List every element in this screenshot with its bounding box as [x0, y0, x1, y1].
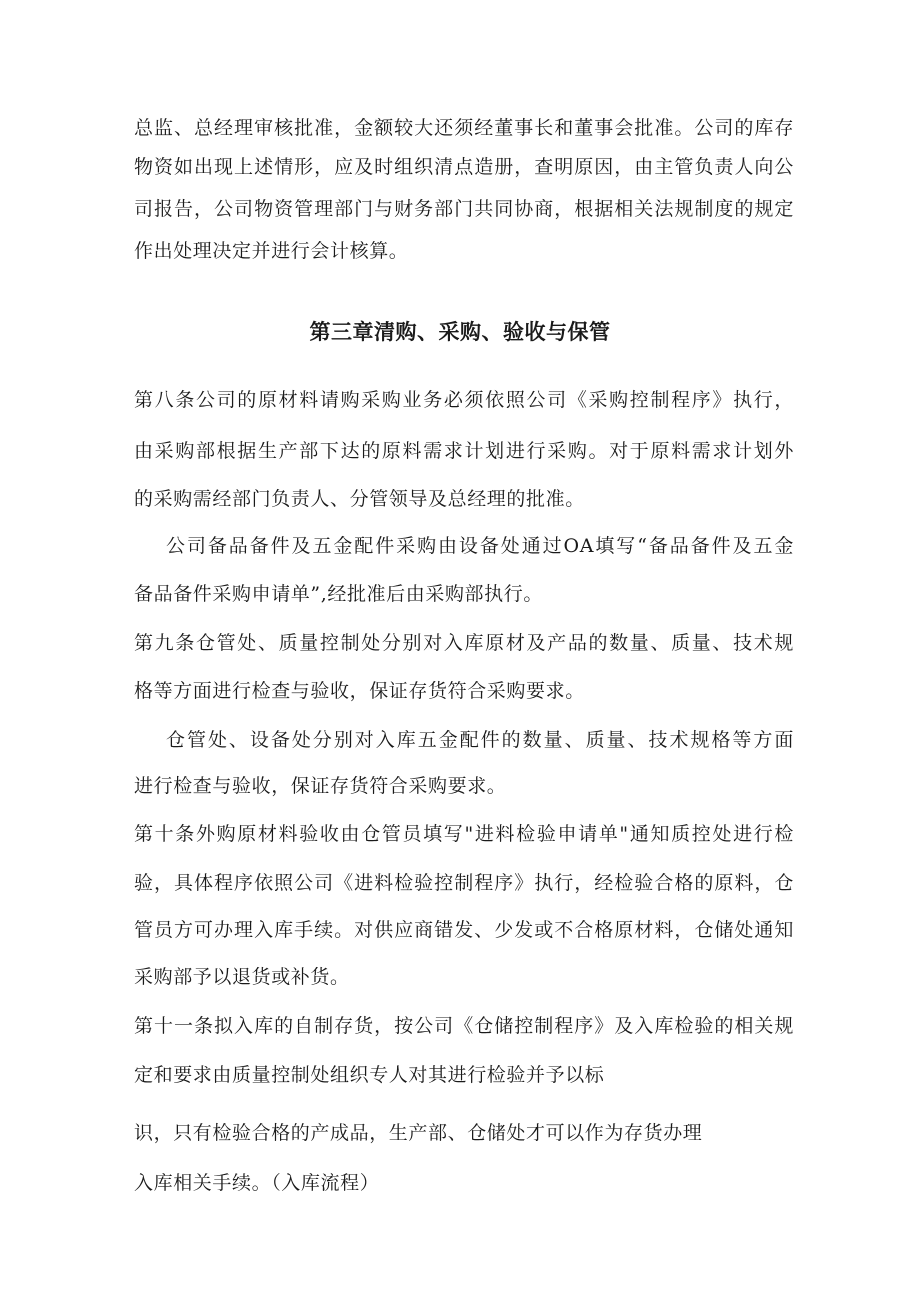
text-line: 格等方面进行检查与验收，保证存货符合采购要求。	[134, 680, 585, 702]
text-line: 第九条仓管处、质量控制处分别对入库原材及产品的数量、质量、技术规	[134, 632, 794, 654]
text-line: 第十一条拟入库的自制存货，按公司《仓储控制程序》及入库检验的相关规	[134, 1015, 794, 1037]
text-line: 物资如出现上述情形，应及时组织清点造册，查明原因，由主管负责人向公	[134, 156, 794, 178]
text-line: 第十条外购原材料验收由仓管员填写"进料检验申请单"通知质控处进行检	[134, 823, 794, 845]
text-line: 仓管处、设备处分别对入库五金配件的数量、质量、技术规格等方面	[166, 729, 794, 751]
text-line: 司报告，公司物资管理部门与财务部门共同协商，根据相关法规制度的规定	[134, 198, 794, 220]
text-line: 由采购部根据生产部下达的原料需求计划进行采购。对于原料需求计划外	[134, 440, 794, 462]
text-line: 总监、总经理审核批准，金额较大还须经董事长和董事会批准。公司的库存	[134, 117, 794, 139]
text-line: 的采购需经部门负责人、分管领导及总经理的批准。	[134, 488, 585, 510]
text-line: 识，只有检验合格的产成品，生产部、仓储处才可以作为存货办理	[134, 1122, 703, 1144]
chapter-title: 第三章清购、采购、验收与保管	[309, 320, 611, 344]
text-line: 进行检查与验收，保证存货符合采购要求。	[134, 775, 507, 797]
text-line: 第八条公司的原材料请购采购业务必须依照公司《采购控制程序》执行，	[134, 389, 794, 411]
text-line: 验，具体程序依照公司《进料检验控制程序》执行，经检验合格的原料，仓	[134, 872, 794, 894]
text-line: 作出处理决定并进行会计核算。	[134, 240, 409, 262]
text-line: 备品备件采购申请单”,经批准后由采购部执行。	[134, 583, 543, 605]
text-line: 定和要求由质量控制处组织专人对其进行检验并予以标	[134, 1064, 605, 1086]
text-line: 采购部予以退货或补货。	[134, 966, 350, 988]
text-line: 公司备品备件及五金配件采购由设备处通过OA填写“备品备件及五金	[166, 535, 794, 557]
text-line: 入库相关手续。（入库流程）	[134, 1172, 380, 1194]
text-line: 管员方可办理入库手续。对供应商错发、少发或不合格原材料，仓储处通知	[134, 919, 794, 941]
